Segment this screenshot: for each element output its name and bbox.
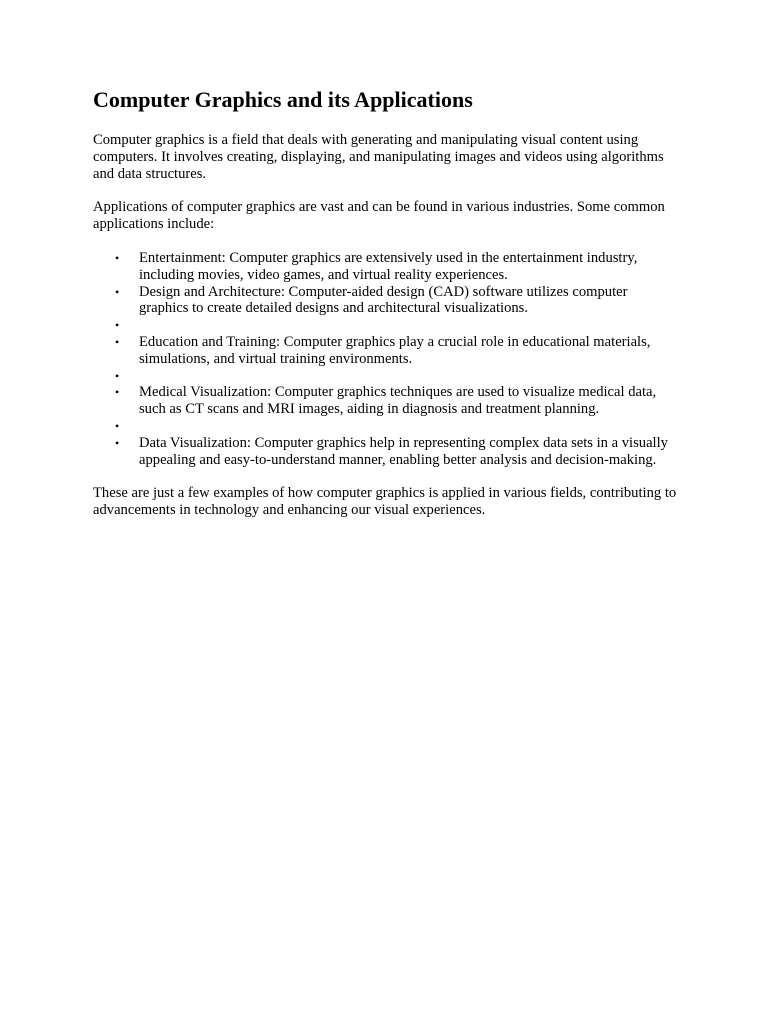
- document-title: Computer Graphics and its Applications: [93, 87, 473, 112]
- conclusion-paragraph: These are just a few examples of how computer graphics is applied in various fields, contributing to advancements in technology and enhancing our visual experiences.: [93, 485, 677, 519]
- bullet-icon: •: [115, 284, 120, 299]
- list-item: [115, 333, 678, 368]
- list-item: [115, 283, 678, 318]
- list-item: [115, 317, 678, 334]
- list-item: [115, 418, 678, 435]
- list-item-text: Entertainment: Computer graphics are extensively used in the entertainment industry, including movies, video games, and virtual reality experiences.: [139, 249, 638, 283]
- bullet-icon: •: [115, 418, 120, 433]
- bullet-icon: •: [115, 334, 120, 349]
- bullet-icon: •: [115, 385, 120, 400]
- bullet-icon: •: [115, 368, 120, 383]
- list-item-text: Education and Training: Computer graphics play a crucial role in educational materials, simulations, and virtual training environments.: [139, 333, 651, 367]
- bullet-icon: •: [115, 435, 120, 450]
- applications-list: [93, 250, 678, 468]
- list-item-text: Design and Architecture: Computer-aided design (CAD) software utilizes computer graphics to create detailed designs and architectural visualizations.: [139, 283, 628, 317]
- intro-paragraph: Computer graphics is a field that deals with generating and manipulating visual content using computers. It involves creating, displaying, and manipulating images and videos using algorithms and data structures.: [93, 132, 664, 182]
- list-item-text: Medical Visualization: Computer graphics techniques are used to visualize medical data, such as CT scans and MRI images, aiding in diagnosis and treatment planning.: [139, 384, 657, 418]
- bullet-icon: •: [115, 250, 120, 265]
- list-item: [115, 368, 678, 385]
- bullet-icon: •: [115, 318, 120, 333]
- list-item: [115, 249, 678, 284]
- list-item: [115, 384, 678, 418]
- list-item-text: Data Visualization: Computer graphics help in representing complex data sets in a visually appealing and easy-to-understand manner, enabling better analysis and decision-making.: [139, 434, 668, 468]
- applications-intro-paragraph: Applications of computer graphics are vast and can be found in various industries. Some common applications include:: [93, 199, 665, 233]
- list-item: [115, 434, 678, 469]
